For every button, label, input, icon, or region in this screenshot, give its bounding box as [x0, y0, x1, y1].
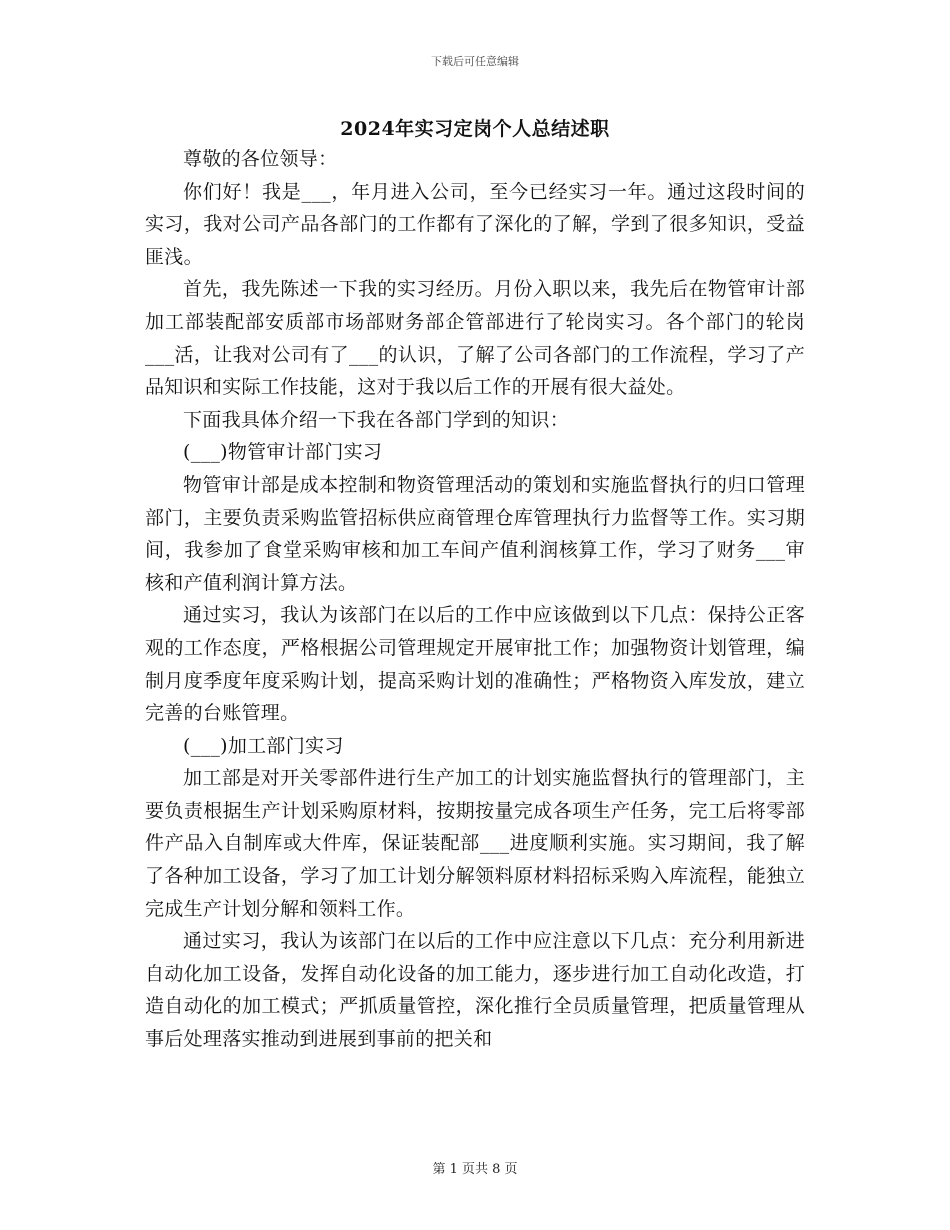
header-note: 下载后可任意编辑 — [431, 55, 519, 68]
paragraph-audit-desc: 物管审计部是成本控制和物资管理活动的策划和实施监督执行的归口管理部门，主要负责采购监管招标供应商管理仓库管理执行力监督等工作。实习期间，我参加了食堂采购审核和加工车间产值利润核算工作，学习了财务___审核和产值利润计算方法。 — [145, 473, 805, 594]
paragraph-audit-reflection: 通过实习，我认为该部门在以后的工作中应该做到以下几点：保持公正客观的工作态度，严格根据公司管理规定开展审批工作；加强物资计划管理，编制月度季度年度采购计划，提高采购计划的准确性；严格物资入库发放，建立完善的台账管理。 — [145, 604, 805, 725]
paragraph-intro: 下面我具体介绍一下我在各部门学到的知识： — [183, 408, 570, 431]
document-body — [145, 143, 805, 1056]
paragraph-greeting: 你们好！我是___，年月进入公司，至今已经实习一年。通过这段时间的实习，我对公司产品各部门的工作都有了深化的了解，学到了很多知识，受益匪浅。 — [145, 180, 805, 268]
section-heading-processing: (___)加工部门实习 — [183, 734, 344, 757]
document-title: 2024年实习定岗个人总结述职 — [340, 118, 610, 140]
paragraph-processing-reflection: 通过实习，我认为该部门在以后的工作中应注意以下几点：充分利用新进自动化加工设备，发挥自动化设备的加工能力，逐步进行加工自动化改造，打造自动化的加工模式；严抓质量管控，深化推行全员质量管理，把质量管理从事后处理落实推动到进展到事前的把关和 — [145, 930, 805, 1051]
salutation: 尊敬的各位领导： — [183, 148, 338, 170]
page-footer: 第 1 页共 8 页 — [432, 1162, 518, 1177]
section-heading-audit: (___)物管审计部门实习 — [183, 441, 383, 464]
paragraph-experience: 首先，我先陈述一下我的实习经历。月份入职以来，我先后在物管审计部加工部装配部安质部市场部财务部企管部进行了轮岗实习。各个部门的轮岗___活，让我对公司有了___的认识，了解了公司各部门的工作流程，学习了产品知识和实际工作技能，这对于我以后工作的开展有很大益处。 — [145, 278, 805, 399]
paragraph-processing-desc: 加工部是对开关零部件进行生产加工的计划实施监督执行的管理部门，主要负责根据生产计划采购原材料，按期按量完成各项生产任务，完工后将零部件产品入自制库或大件库，保证装配部___进度顺利实施。实习期间，我了解了各种加工设备，学习了加工计划分解领料原材料招标采购入库流程，能独立完成生产计划分解和领料工作。 — [145, 767, 805, 920]
